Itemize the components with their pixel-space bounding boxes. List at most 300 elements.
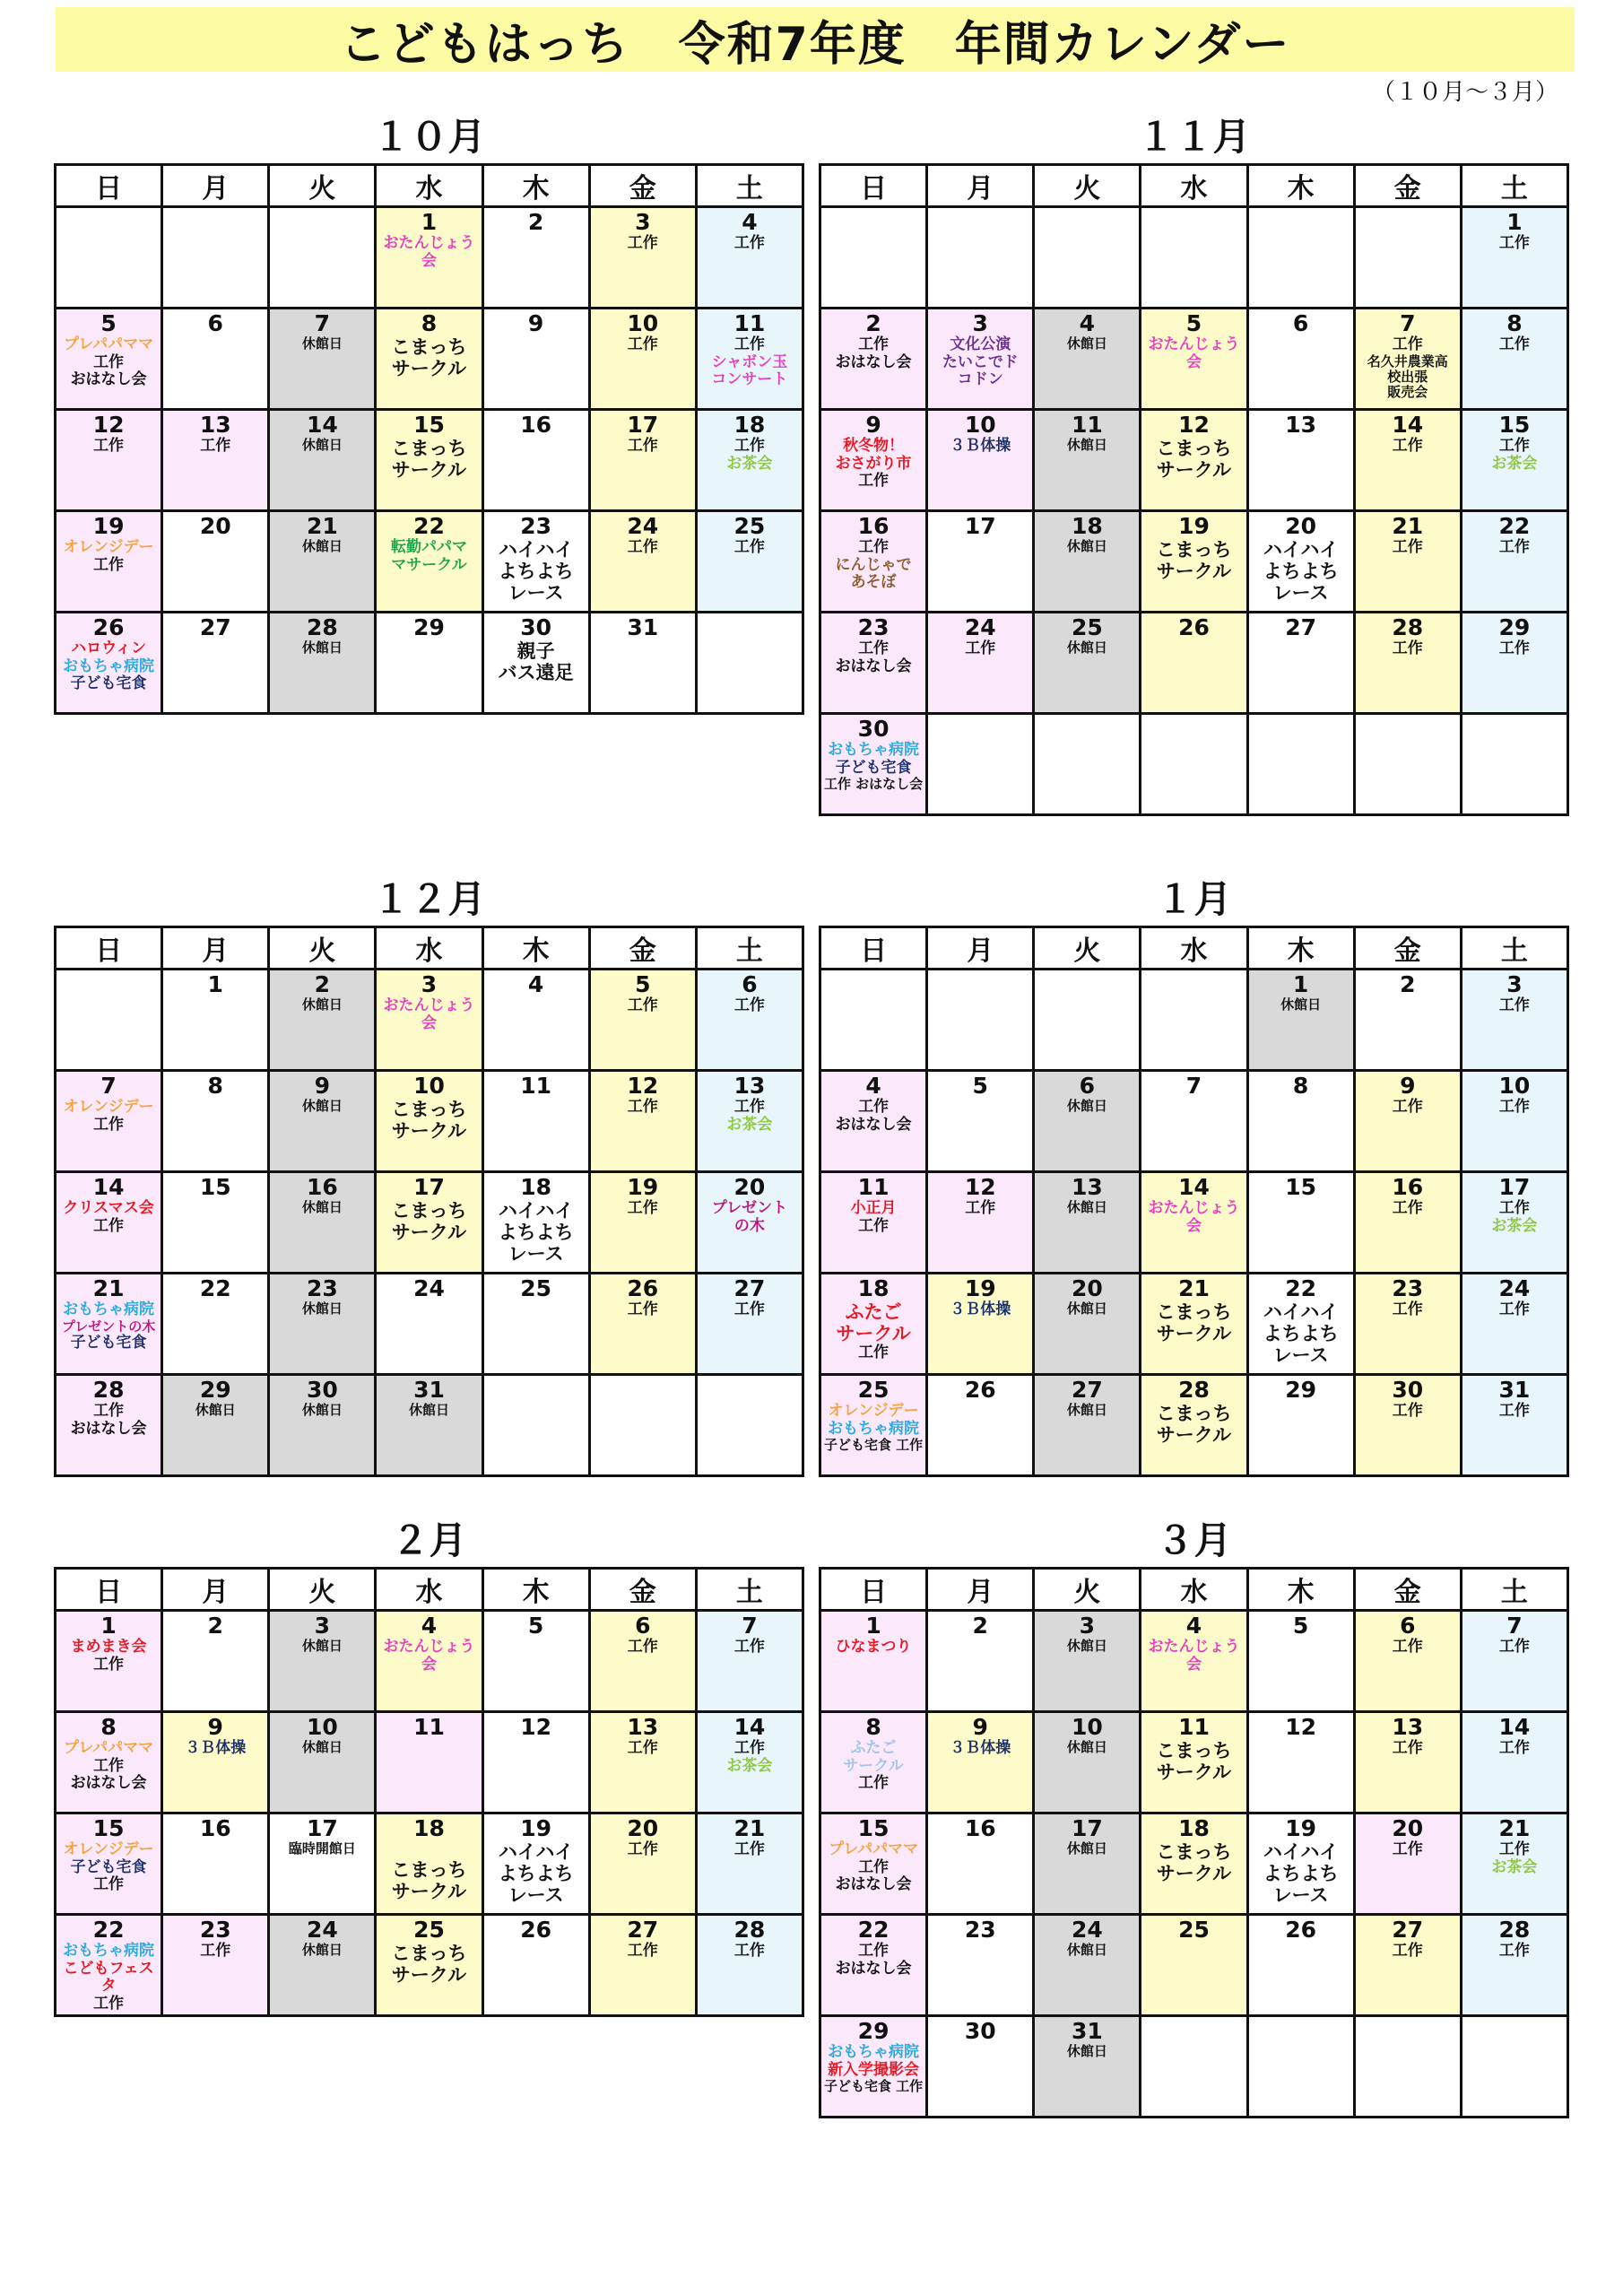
day-cell bbox=[696, 1915, 803, 2016]
day-number: 6 bbox=[207, 310, 223, 336]
event-label: 工作 bbox=[1498, 1300, 1530, 1318]
event-label: 子ども宅食 bbox=[70, 1333, 147, 1352]
day-cell bbox=[376, 1172, 482, 1274]
event-label: 工作 bbox=[627, 1098, 658, 1116]
day-cell bbox=[56, 511, 162, 613]
event-label: おはなし会 bbox=[835, 1959, 912, 1978]
day-cell bbox=[1034, 1172, 1141, 1274]
event-label: 秋冬物！ bbox=[843, 437, 905, 455]
event-label: あそぼ bbox=[850, 573, 897, 592]
month-calendar-table bbox=[54, 926, 804, 1477]
day-cell bbox=[162, 410, 269, 511]
day-cell bbox=[1034, 1375, 1141, 1476]
day-number: 29 bbox=[413, 614, 445, 640]
event-label: よちよち bbox=[1263, 1863, 1339, 1885]
day-number: 22 bbox=[413, 513, 445, 539]
day-cell bbox=[376, 613, 482, 714]
day-number: 4 bbox=[1079, 310, 1096, 336]
day-number: 10 bbox=[964, 412, 996, 438]
day-number: 30 bbox=[857, 716, 890, 742]
day-cell bbox=[696, 207, 803, 309]
event-label: おはなし会 bbox=[835, 1115, 912, 1134]
event-label: バス遠足 bbox=[498, 662, 574, 684]
day-number: 17 bbox=[306, 1815, 338, 1841]
weekday-header: 日 bbox=[820, 1569, 927, 1611]
day-cell bbox=[376, 1712, 482, 1813]
day-number: 4 bbox=[1185, 1613, 1202, 1639]
day-number: 7 bbox=[100, 1073, 117, 1099]
event-label: 工作 bbox=[93, 1875, 125, 1894]
day-cell bbox=[927, 207, 1034, 309]
day-cell bbox=[1461, 1172, 1567, 1274]
day-number: 31 bbox=[1498, 1377, 1531, 1403]
weekday-header: 土 bbox=[1461, 165, 1567, 207]
day-cell bbox=[1141, 1915, 1247, 2016]
day-cell bbox=[589, 1274, 696, 1375]
month-calendar-table bbox=[819, 163, 1569, 816]
day-cell bbox=[696, 1712, 803, 1813]
day-cell bbox=[1141, 1071, 1247, 1172]
event-label: 休館日 bbox=[301, 1638, 343, 1654]
event-label: の木 bbox=[733, 1216, 765, 1235]
day-cell bbox=[589, 1071, 696, 1172]
day-number: 19 bbox=[627, 1174, 659, 1200]
day-number: 15 bbox=[92, 1815, 125, 1841]
event-label: 休館日 bbox=[301, 1199, 343, 1215]
event-label: ふたご bbox=[850, 1739, 897, 1757]
day-cell bbox=[482, 1071, 589, 1172]
day-cell bbox=[269, 511, 376, 613]
weekday-header: 土 bbox=[1461, 927, 1567, 970]
event-label: ３Ｂ体操 bbox=[950, 1739, 1011, 1757]
day-cell bbox=[269, 1712, 376, 1813]
event-label: 工作 bbox=[627, 1942, 658, 1960]
event-label: 工作 bbox=[1392, 1098, 1423, 1116]
event-label: 工作 bbox=[1392, 1638, 1423, 1656]
day-number: 26 bbox=[964, 1377, 996, 1403]
event-label: プレゼントの木 bbox=[61, 1318, 156, 1335]
event-label: 工作 bbox=[93, 1402, 125, 1420]
event-label: おもちゃ病院 bbox=[828, 2043, 920, 2061]
day-number: 18 bbox=[413, 1815, 445, 1841]
day-number: 3 bbox=[635, 209, 651, 235]
day-cell bbox=[482, 1172, 589, 1274]
event-label: 転勤パパマ bbox=[390, 538, 467, 556]
day-cell bbox=[1247, 1813, 1354, 1915]
month-calendar-table bbox=[54, 163, 804, 715]
day-number: 21 bbox=[733, 1815, 766, 1841]
event-label: 休館日 bbox=[301, 538, 343, 554]
day-number: 15 bbox=[1498, 412, 1531, 438]
event-label: 工作 bbox=[1498, 1199, 1530, 1217]
day-cell bbox=[1141, 970, 1247, 1071]
event-label: 工作 bbox=[1392, 1739, 1423, 1757]
event-label: こまっち bbox=[1156, 1403, 1232, 1424]
event-label: 工作 bbox=[1392, 639, 1423, 657]
day-cell bbox=[820, 207, 927, 309]
day-cell bbox=[376, 1915, 482, 2016]
day-number: 18 bbox=[733, 412, 766, 438]
day-cell bbox=[1354, 511, 1461, 613]
weekday-header-row bbox=[56, 927, 803, 970]
day-cell bbox=[376, 309, 482, 410]
day-number: 24 bbox=[627, 513, 659, 539]
event-label: 休館日 bbox=[1066, 639, 1107, 656]
day-number: 31 bbox=[413, 1377, 445, 1403]
day-number: 1 bbox=[1506, 209, 1523, 235]
event-label: サークル bbox=[836, 1323, 911, 1345]
day-cell bbox=[1141, 613, 1247, 714]
day-cell bbox=[696, 970, 803, 1071]
day-cell bbox=[1461, 1071, 1567, 1172]
event-label: ハイハイ bbox=[498, 1841, 574, 1863]
event-label bbox=[378, 1841, 480, 1859]
week-row bbox=[820, 1915, 1568, 2016]
day-cell bbox=[269, 1813, 376, 1915]
day-number: 24 bbox=[964, 614, 996, 640]
week-row bbox=[820, 2016, 1568, 2118]
day-number: 14 bbox=[1392, 412, 1424, 438]
day-number: 16 bbox=[520, 412, 552, 438]
day-number: 23 bbox=[1392, 1275, 1424, 1301]
event-label: こまっち bbox=[391, 1858, 467, 1881]
day-cell bbox=[1461, 1915, 1567, 2016]
day-cell bbox=[696, 1172, 803, 1274]
event-label: おはなし会 bbox=[835, 352, 912, 371]
event-label: 子ども宅食 bbox=[70, 674, 147, 693]
day-number: 15 bbox=[199, 1174, 231, 1200]
day-cell bbox=[269, 1172, 376, 1274]
event-label: よちよち bbox=[498, 1222, 574, 1244]
event-label: こどもフェスタ bbox=[63, 1959, 154, 1996]
day-number: 5 bbox=[527, 1613, 544, 1639]
day-number: 7 bbox=[1185, 1073, 1202, 1099]
event-label: オレンジデー bbox=[63, 1840, 154, 1858]
event-label: 子ども宅食 工作 bbox=[823, 2078, 924, 2095]
event-label: 工作 bbox=[733, 437, 765, 455]
event-label: 工作 bbox=[627, 538, 658, 556]
day-number: 16 bbox=[199, 1815, 231, 1841]
event-label: 工作 bbox=[858, 335, 890, 353]
week-row bbox=[820, 410, 1568, 511]
day-cell bbox=[56, 613, 162, 714]
event-label: 工作 bbox=[93, 437, 125, 455]
day-cell bbox=[696, 1813, 803, 1915]
day-cell bbox=[589, 970, 696, 1071]
event-label: 休館日 bbox=[1066, 1098, 1107, 1114]
day-cell bbox=[376, 207, 482, 309]
day-number: 5 bbox=[1185, 310, 1202, 336]
month-block-mar bbox=[819, 1509, 1569, 2118]
day-number: 9 bbox=[314, 1073, 331, 1099]
week-row bbox=[820, 1071, 1568, 1172]
event-label: ハイハイ bbox=[1263, 1301, 1339, 1323]
day-number: 11 bbox=[1178, 1714, 1210, 1740]
day-number: 9 bbox=[865, 412, 881, 438]
day-cell bbox=[1247, 613, 1354, 714]
day-number: 27 bbox=[199, 614, 231, 640]
day-cell bbox=[1034, 1915, 1141, 2016]
event-label: サークル bbox=[1156, 1863, 1232, 1885]
day-cell bbox=[820, 410, 927, 511]
day-cell bbox=[927, 309, 1034, 410]
day-cell bbox=[269, 410, 376, 511]
day-number: 12 bbox=[1178, 412, 1210, 438]
event-label: こまっち bbox=[1156, 1740, 1232, 1761]
day-cell bbox=[696, 511, 803, 613]
event-label: ３Ｂ体操 bbox=[950, 1300, 1011, 1318]
day-number: 17 bbox=[964, 513, 996, 539]
week-row bbox=[820, 970, 1568, 1071]
event-label: おもちゃ病院 bbox=[63, 1942, 155, 1960]
event-label: サークル bbox=[391, 358, 467, 380]
day-cell bbox=[820, 613, 927, 714]
day-cell bbox=[1141, 1172, 1247, 1274]
day-number: 4 bbox=[421, 1613, 438, 1639]
weekday-header: 月 bbox=[162, 165, 269, 207]
day-number: 12 bbox=[520, 1714, 552, 1740]
event-label: 工作 bbox=[1498, 1942, 1530, 1960]
day-number: 1 bbox=[865, 1613, 881, 1639]
day-cell bbox=[1461, 1274, 1567, 1375]
day-number: 24 bbox=[1498, 1275, 1531, 1301]
month-title: ３月 bbox=[1156, 1518, 1232, 1562]
day-number: 26 bbox=[92, 614, 125, 640]
day-cell bbox=[162, 309, 269, 410]
day-number: 9 bbox=[207, 1714, 223, 1740]
event-label: 休館日 bbox=[1280, 996, 1322, 1013]
event-label: まめまき会 bbox=[70, 1638, 147, 1656]
day-cell bbox=[1247, 1611, 1354, 1712]
weekday-header: 土 bbox=[696, 165, 803, 207]
event-label: 工作 bbox=[1498, 538, 1530, 556]
weekday-header-row bbox=[820, 165, 1568, 207]
day-number: 8 bbox=[207, 1073, 223, 1099]
event-label: おはなし会 bbox=[70, 1419, 147, 1438]
day-number: 22 bbox=[199, 1275, 231, 1301]
day-number: 19 bbox=[964, 1275, 996, 1301]
weekday-header: 水 bbox=[1141, 927, 1247, 970]
event-label: 休館日 bbox=[1066, 1199, 1107, 1215]
day-number: 18 bbox=[1178, 1815, 1210, 1841]
day-cell bbox=[1354, 1611, 1461, 1712]
event-label: 親子 bbox=[516, 640, 555, 662]
event-label: おはなし会 bbox=[835, 1875, 912, 1894]
event-label: お茶会 bbox=[1491, 1216, 1538, 1235]
day-number: 16 bbox=[306, 1174, 338, 1200]
event-label: たいこでド bbox=[942, 352, 1019, 371]
day-cell bbox=[1247, 1071, 1354, 1172]
day-number: 16 bbox=[1392, 1174, 1424, 1200]
day-cell bbox=[56, 1813, 162, 1915]
day-number: 8 bbox=[1292, 1073, 1309, 1099]
event-label: 休館日 bbox=[301, 1739, 343, 1755]
day-number: 8 bbox=[865, 1714, 881, 1740]
week-row bbox=[820, 714, 1568, 815]
day-cell bbox=[162, 1375, 269, 1476]
weekday-header: 水 bbox=[376, 927, 482, 970]
event-label: 工作 bbox=[627, 1199, 658, 1217]
day-number: 18 bbox=[520, 1174, 552, 1200]
day-number: 29 bbox=[857, 2018, 890, 2044]
day-number: 9 bbox=[1400, 1073, 1416, 1099]
week-row bbox=[820, 511, 1568, 613]
weekday-header: 月 bbox=[927, 927, 1034, 970]
day-number: 16 bbox=[857, 513, 890, 539]
week-row bbox=[820, 309, 1568, 410]
day-number: 2 bbox=[972, 1613, 988, 1639]
day-cell bbox=[269, 1611, 376, 1712]
day-number: 19 bbox=[1178, 513, 1210, 539]
event-label: レース bbox=[1272, 582, 1329, 604]
event-label: 名久井農業高 bbox=[1367, 352, 1448, 370]
event-label: レース bbox=[1272, 1884, 1329, 1907]
day-cell bbox=[927, 970, 1034, 1071]
day-cell bbox=[1034, 1813, 1141, 1915]
day-cell bbox=[589, 1813, 696, 1915]
day-cell bbox=[1354, 1172, 1461, 1274]
event-label: 工作 bbox=[627, 1638, 658, 1656]
day-number: 17 bbox=[413, 1174, 445, 1200]
event-label: こまっち bbox=[391, 336, 467, 358]
event-label: 工作 bbox=[627, 1739, 658, 1757]
weekday-header: 月 bbox=[927, 165, 1034, 207]
event-label: プレパパママ bbox=[829, 1840, 919, 1858]
day-number: 27 bbox=[1392, 1917, 1424, 1943]
day-number: 2 bbox=[527, 209, 544, 235]
day-cell bbox=[56, 410, 162, 511]
day-number: 20 bbox=[199, 513, 231, 539]
day-number: 24 bbox=[306, 1917, 338, 1943]
weekday-header: 火 bbox=[1034, 927, 1141, 970]
day-cell bbox=[1247, 410, 1354, 511]
event-label: オレンジデー bbox=[63, 538, 154, 556]
event-label: 休館日 bbox=[408, 1402, 449, 1418]
day-cell bbox=[820, 1274, 927, 1375]
event-label: 工作 bbox=[1392, 335, 1423, 353]
day-cell bbox=[589, 1172, 696, 1274]
day-number: 25 bbox=[1071, 614, 1103, 640]
weekday-header: 水 bbox=[376, 165, 482, 207]
day-cell bbox=[820, 1172, 927, 1274]
event-label: 工作 bbox=[1392, 1402, 1423, 1420]
day-number: 23 bbox=[520, 513, 552, 539]
day-cell bbox=[162, 1813, 269, 1915]
event-label: ３Ｂ体操 bbox=[950, 437, 1011, 455]
day-number: 17 bbox=[1071, 1815, 1103, 1841]
day-number: 22 bbox=[1498, 513, 1531, 539]
weekday-header: 火 bbox=[269, 1569, 376, 1611]
weekday-header: 火 bbox=[269, 927, 376, 970]
day-number: 13 bbox=[1285, 412, 1317, 438]
week-row bbox=[820, 1274, 1568, 1375]
day-cell bbox=[696, 1274, 803, 1375]
day-number: 3 bbox=[314, 1613, 331, 1639]
day-number: 10 bbox=[627, 310, 659, 336]
day-number: 1 bbox=[1292, 971, 1309, 997]
event-label: 工作 bbox=[627, 437, 658, 455]
event-label: マサークル bbox=[391, 555, 467, 574]
day-number: 10 bbox=[1498, 1073, 1531, 1099]
day-number: 14 bbox=[733, 1714, 766, 1740]
event-label: レース bbox=[1272, 1344, 1329, 1367]
day-number: 28 bbox=[92, 1377, 125, 1403]
day-cell bbox=[376, 1274, 482, 1375]
event-label: 工作 bbox=[93, 1655, 125, 1674]
week-row bbox=[820, 1611, 1568, 1712]
event-label: 工作 bbox=[200, 1942, 231, 1960]
event-label: 休館日 bbox=[195, 1402, 236, 1418]
day-number: 2 bbox=[207, 1613, 223, 1639]
day-cell bbox=[376, 511, 482, 613]
day-cell bbox=[1141, 410, 1247, 511]
period-label: （１０月～３月） bbox=[1371, 79, 1558, 106]
day-number: 23 bbox=[964, 1917, 996, 1943]
event-label: おもちゃ病院 bbox=[63, 1300, 155, 1318]
month-title: ２月 bbox=[391, 1518, 467, 1562]
event-label: 工作 bbox=[93, 1115, 125, 1134]
event-label: サークル bbox=[1156, 1323, 1232, 1345]
month-calendar-table bbox=[819, 1567, 1569, 2118]
event-label: おたんじょう会 bbox=[1148, 1638, 1240, 1674]
day-number: 28 bbox=[1178, 1377, 1210, 1403]
day-number: 25 bbox=[413, 1917, 445, 1943]
day-number: 14 bbox=[1498, 1714, 1531, 1740]
event-label: 工作 bbox=[93, 1756, 125, 1775]
day-cell bbox=[589, 309, 696, 410]
weekday-header: 水 bbox=[376, 1569, 482, 1611]
event-label: おもちゃ病院 bbox=[828, 741, 920, 759]
day-cell bbox=[1247, 309, 1354, 410]
event-label: 工作 bbox=[1498, 1638, 1530, 1656]
weekday-header: 日 bbox=[820, 927, 927, 970]
weekday-header: 金 bbox=[1354, 927, 1461, 970]
event-label: 文化公演 bbox=[950, 335, 1011, 353]
event-label: 小正月 bbox=[850, 1199, 897, 1217]
day-cell bbox=[269, 613, 376, 714]
day-number: 5 bbox=[100, 310, 117, 336]
event-label: おたんじょう会 bbox=[1148, 1199, 1240, 1235]
week-row bbox=[56, 613, 803, 714]
day-cell bbox=[927, 1071, 1034, 1172]
weekday-header: 木 bbox=[1247, 165, 1354, 207]
event-label: 工作 bbox=[733, 996, 765, 1014]
day-number: 27 bbox=[627, 1917, 659, 1943]
day-cell bbox=[269, 207, 376, 309]
event-label: 工作 bbox=[858, 639, 890, 657]
event-label: ハイハイ bbox=[498, 1200, 574, 1222]
day-cell bbox=[482, 1712, 589, 1813]
weekday-header: 日 bbox=[56, 927, 162, 970]
week-row bbox=[56, 1071, 803, 1172]
day-number: 8 bbox=[100, 1714, 117, 1740]
day-number: 10 bbox=[1071, 1714, 1103, 1740]
event-label: 工作 bbox=[200, 437, 231, 455]
day-number: 29 bbox=[1498, 614, 1531, 640]
weekday-header: 金 bbox=[1354, 1569, 1461, 1611]
event-label: こまっち bbox=[1156, 539, 1232, 561]
day-cell bbox=[482, 1813, 589, 1915]
day-cell bbox=[1461, 207, 1567, 309]
day-number: 12 bbox=[964, 1174, 996, 1200]
weekday-header: 土 bbox=[696, 1569, 803, 1611]
day-cell bbox=[820, 1712, 927, 1813]
event-label: 子ども宅食 bbox=[835, 758, 912, 777]
day-cell bbox=[927, 2016, 1034, 2118]
event-label: こまっち bbox=[391, 438, 467, 459]
day-cell bbox=[927, 1915, 1034, 2016]
day-number: 24 bbox=[413, 1275, 445, 1301]
